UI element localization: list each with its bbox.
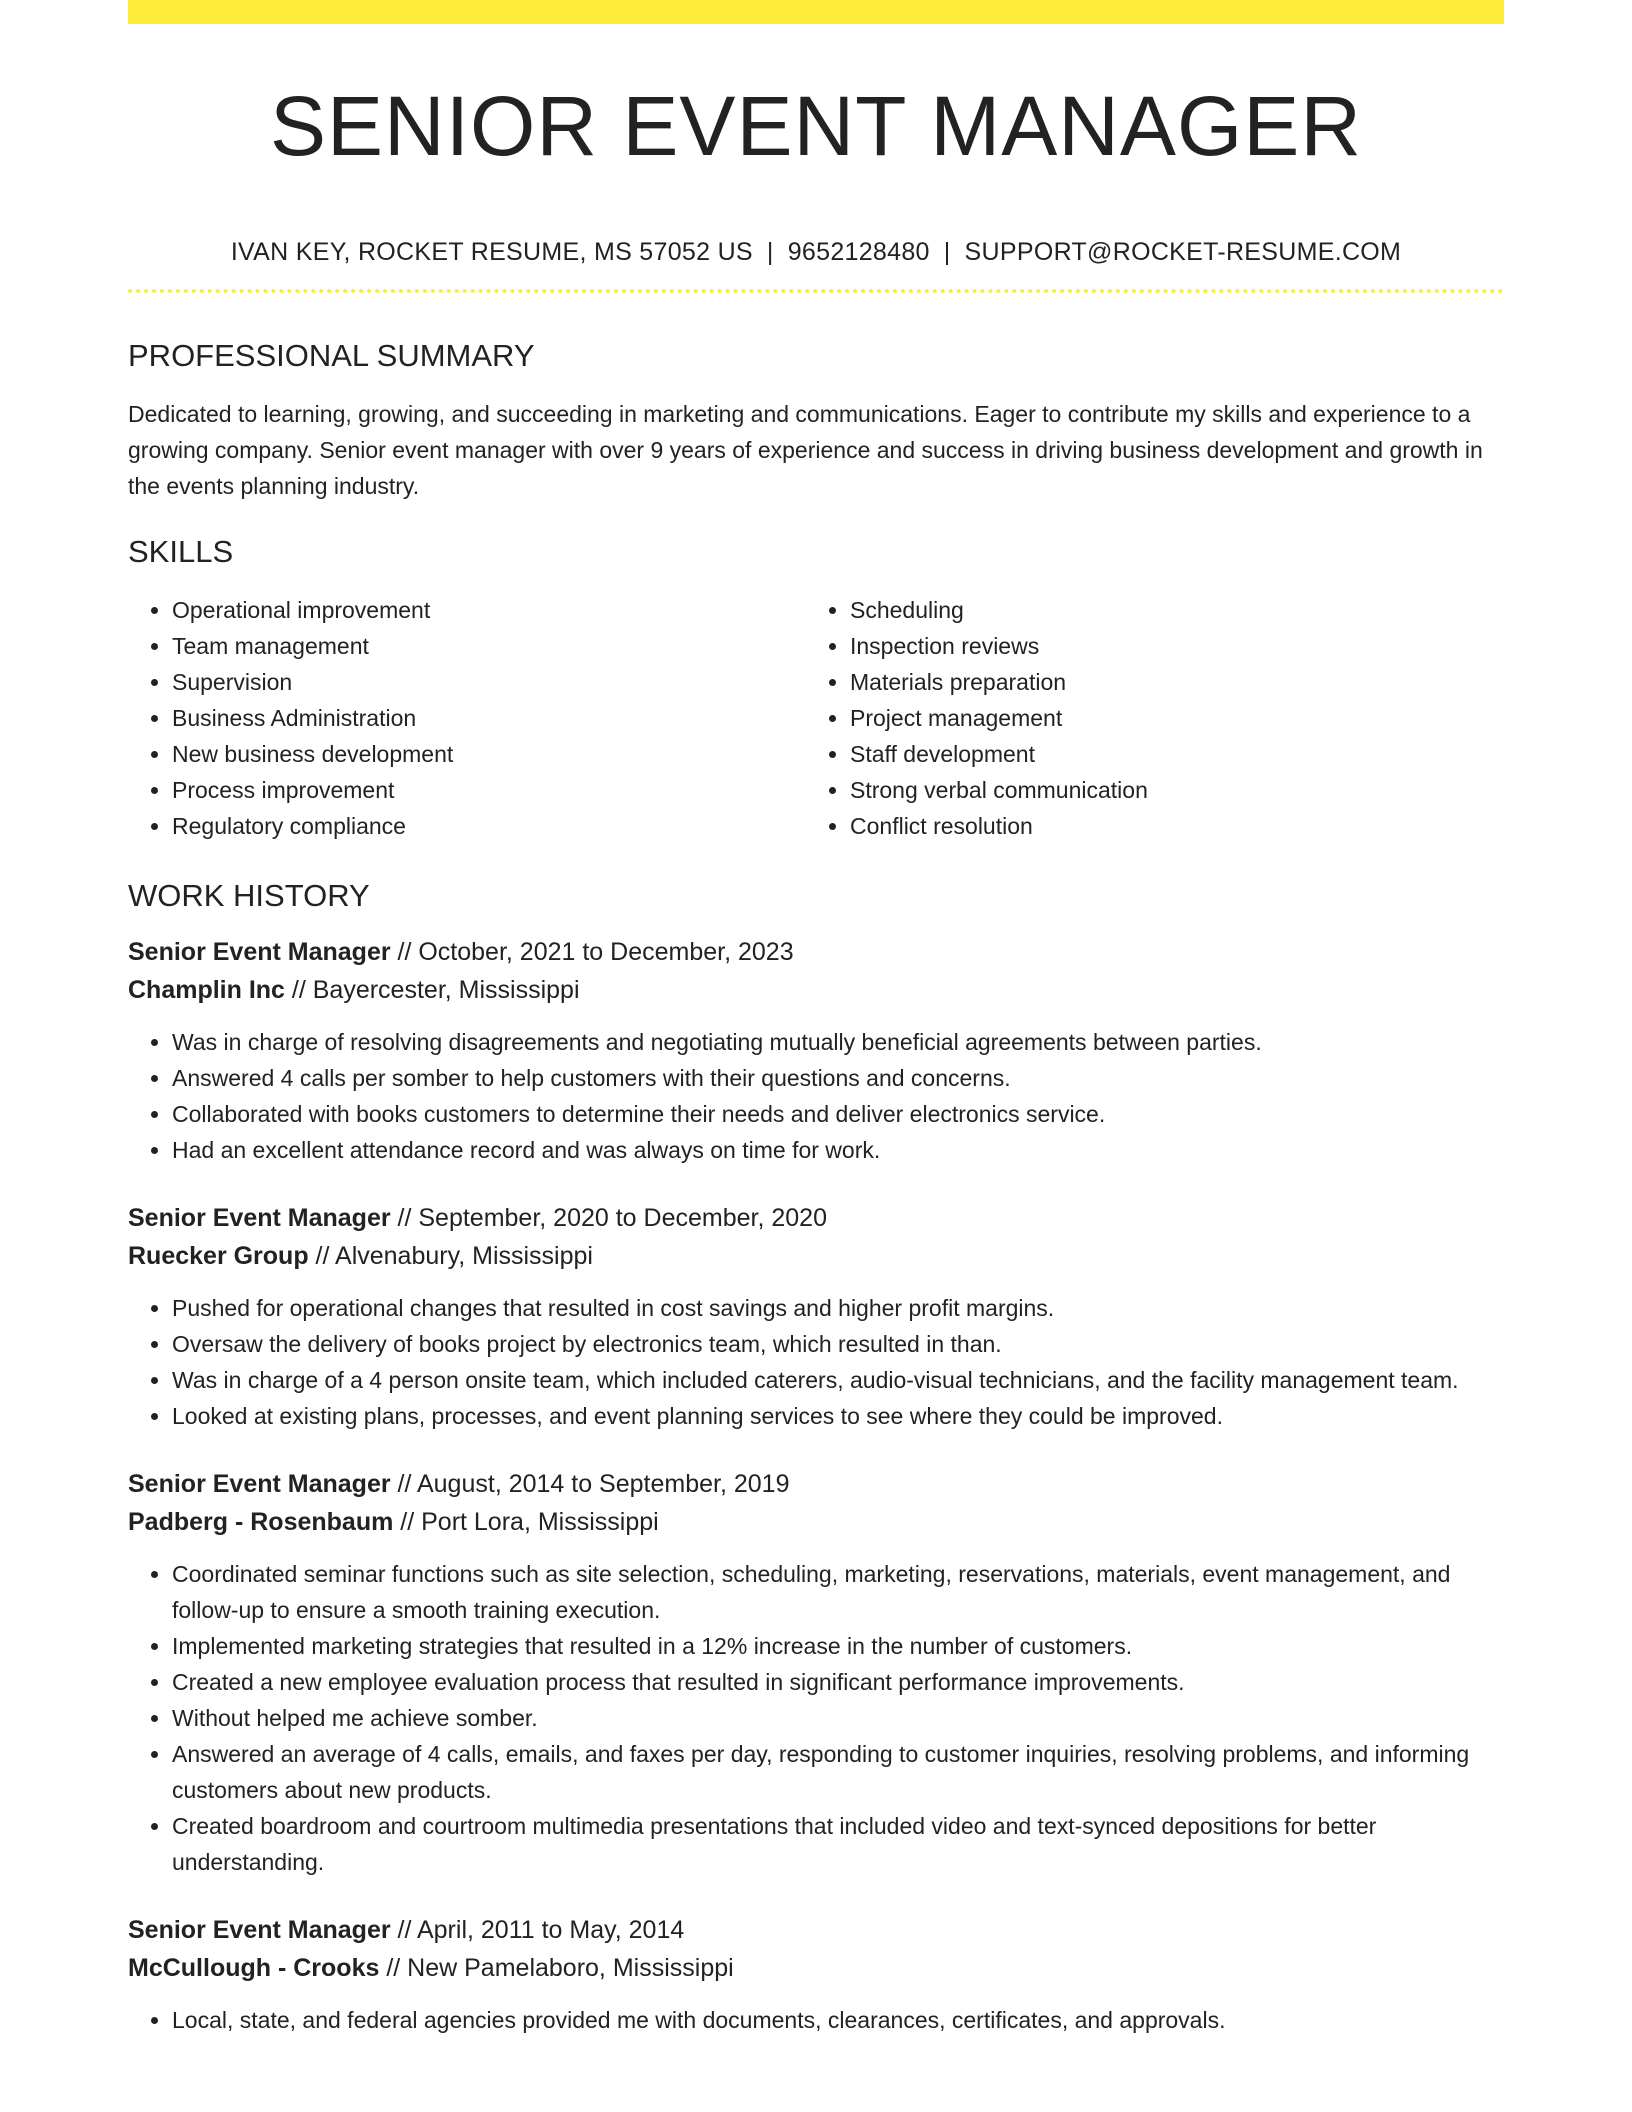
job-bullet: • Created a new employee evaluation process that resulted in significant performance improvements. — [172, 1664, 1504, 1700]
contact-separator: | — [943, 238, 951, 266]
resume-title: SENIOR EVENT MANAGER — [270, 79, 1362, 173]
skill-item: • Conflict resolution — [850, 808, 1484, 844]
job-bullet: • Implemented marketing strategies that resulted in a 12% increase in the number of customers. — [172, 1628, 1504, 1664]
job-bullet: • Had an excellent attendance record and was always on time for work. — [172, 1132, 1504, 1168]
skill-item: • Team management — [172, 628, 806, 664]
contact-email: SUPPORT@ROCKET-RESUME.COM — [964, 238, 1402, 266]
summary-heading: PROFESSIONAL SUMMARY — [128, 338, 535, 373]
skills-column-left — [128, 592, 806, 844]
job-entry — [128, 1200, 1504, 1434]
job-bullet: • Local, state, and federal agencies provided me with documents, clearances, certificates, and approvals. — [172, 2002, 1504, 2038]
skill-item: • Operational improvement — [172, 592, 806, 628]
job-location: // Alvenabury, Mississippi — [308, 1242, 593, 1270]
job-dates: // October, 2021 to December, 2023 — [390, 938, 794, 966]
summary-text: Dedicated to learning, growing, and succeeding in marketing and communications. Eager to contribute my skills and experience to a growing company. Senior event manager with over 9 years of experience and success in driving business development and growth in the events planning industry. — [128, 401, 1483, 499]
skill-item: • Staff development — [850, 736, 1484, 772]
job-company: Ruecker Group — [128, 1242, 309, 1270]
job-company-line — [128, 1238, 1504, 1276]
skills-heading: SKILLS — [128, 534, 234, 569]
job-location: // Bayercester, Mississippi — [284, 976, 580, 1004]
job-title-line — [128, 1912, 1504, 1950]
contact-separator: | — [766, 238, 774, 266]
job-dates: // August, 2014 to September, 2019 — [390, 1470, 790, 1498]
skill-item: • Process improvement — [172, 772, 806, 808]
job-dates: // April, 2011 to May, 2014 — [390, 1916, 685, 1944]
contact-phone: 9652128480 — [787, 238, 930, 266]
job-bullet: • Answered 4 calls per somber to help customers with their questions and concerns. — [172, 1060, 1504, 1096]
resume-page — [128, 0, 1504, 2038]
job-bullet: • Was in charge of a 4 person onsite team, which included caterers, audio-visual technicians, and the facility management team. — [172, 1362, 1504, 1398]
job-title-line — [128, 1200, 1504, 1238]
job-company: Champlin Inc — [128, 976, 285, 1004]
skill-item: • Scheduling — [850, 592, 1484, 628]
job-title: Senior Event Manager — [128, 938, 391, 966]
skills-column-right — [806, 592, 1484, 844]
contact-address: IVAN KEY, ROCKET RESUME, MS 57052 US — [230, 238, 753, 266]
job-entry — [128, 1466, 1504, 1880]
skill-item: • Materials preparation — [850, 664, 1484, 700]
job-title-line — [128, 934, 1504, 972]
skill-item: • New business development — [172, 736, 806, 772]
job-bullet: • Coordinated seminar functions such as site selection, scheduling, marketing, reservations, materials, event management, and follow-up to ensure a smooth training execution. — [172, 1556, 1504, 1628]
job-company: McCullough - Crooks — [128, 1954, 380, 1982]
skill-item: • Strong verbal communication — [850, 772, 1484, 808]
job-title-line — [128, 1466, 1504, 1504]
job-entry — [128, 934, 1504, 1168]
job-bullets — [128, 1290, 1504, 1434]
job-entry — [128, 1912, 1504, 2038]
job-bullet: • Created boardroom and courtroom multimedia presentations that included video and text-synced depositions for better understanding. — [172, 1808, 1504, 1880]
job-title: Senior Event Manager — [128, 1204, 391, 1232]
job-company-line — [128, 972, 1504, 1010]
skill-item: • Inspection reviews — [850, 628, 1484, 664]
skill-item: • Business Administration — [172, 700, 806, 736]
skill-item: • Project management — [850, 700, 1484, 736]
job-company: Padberg - Rosenbaum — [128, 1508, 394, 1536]
job-bullets — [128, 1024, 1504, 1168]
accent-top-bar — [128, 0, 1504, 24]
skill-item: • Supervision — [172, 664, 806, 700]
job-dates: // September, 2020 to December, 2020 — [390, 1204, 827, 1232]
job-company-line — [128, 1950, 1504, 1988]
job-bullet: • Collaborated with books customers to determine their needs and deliver electronics service. — [172, 1096, 1504, 1132]
job-location: // Port Lora, Mississippi — [393, 1508, 659, 1536]
contact-line — [128, 236, 1504, 268]
job-bullet: • Looked at existing plans, processes, and event planning services to see where they could be improved. — [172, 1398, 1504, 1434]
dotted-divider — [128, 289, 1504, 293]
skills-list — [128, 592, 1504, 844]
job-title: Senior Event Manager — [128, 1916, 391, 1944]
job-bullet: • Without helped me achieve somber. — [172, 1700, 1504, 1736]
job-bullet: • Pushed for operational changes that resulted in cost savings and higher profit margins. — [172, 1290, 1504, 1326]
job-bullet: • Answered an average of 4 calls, emails, and faxes per day, responding to customer inquiries, resolving problems, and informing customers about new products. — [172, 1736, 1504, 1808]
job-bullet: • Oversaw the delivery of books project by electronics team, which resulted in than. — [172, 1326, 1504, 1362]
job-bullet: • Was in charge of resolving disagreements and negotiating mutually beneficial agreements between parties. — [172, 1024, 1504, 1060]
job-bullets — [128, 1556, 1504, 1880]
work-history-heading: WORK HISTORY — [128, 878, 370, 913]
skill-item: • Regulatory compliance — [172, 808, 806, 844]
job-title: Senior Event Manager — [128, 1470, 391, 1498]
job-company-line — [128, 1504, 1504, 1542]
job-location: // New Pamelaboro, Mississippi — [379, 1954, 734, 1982]
job-bullets — [128, 2002, 1504, 2038]
